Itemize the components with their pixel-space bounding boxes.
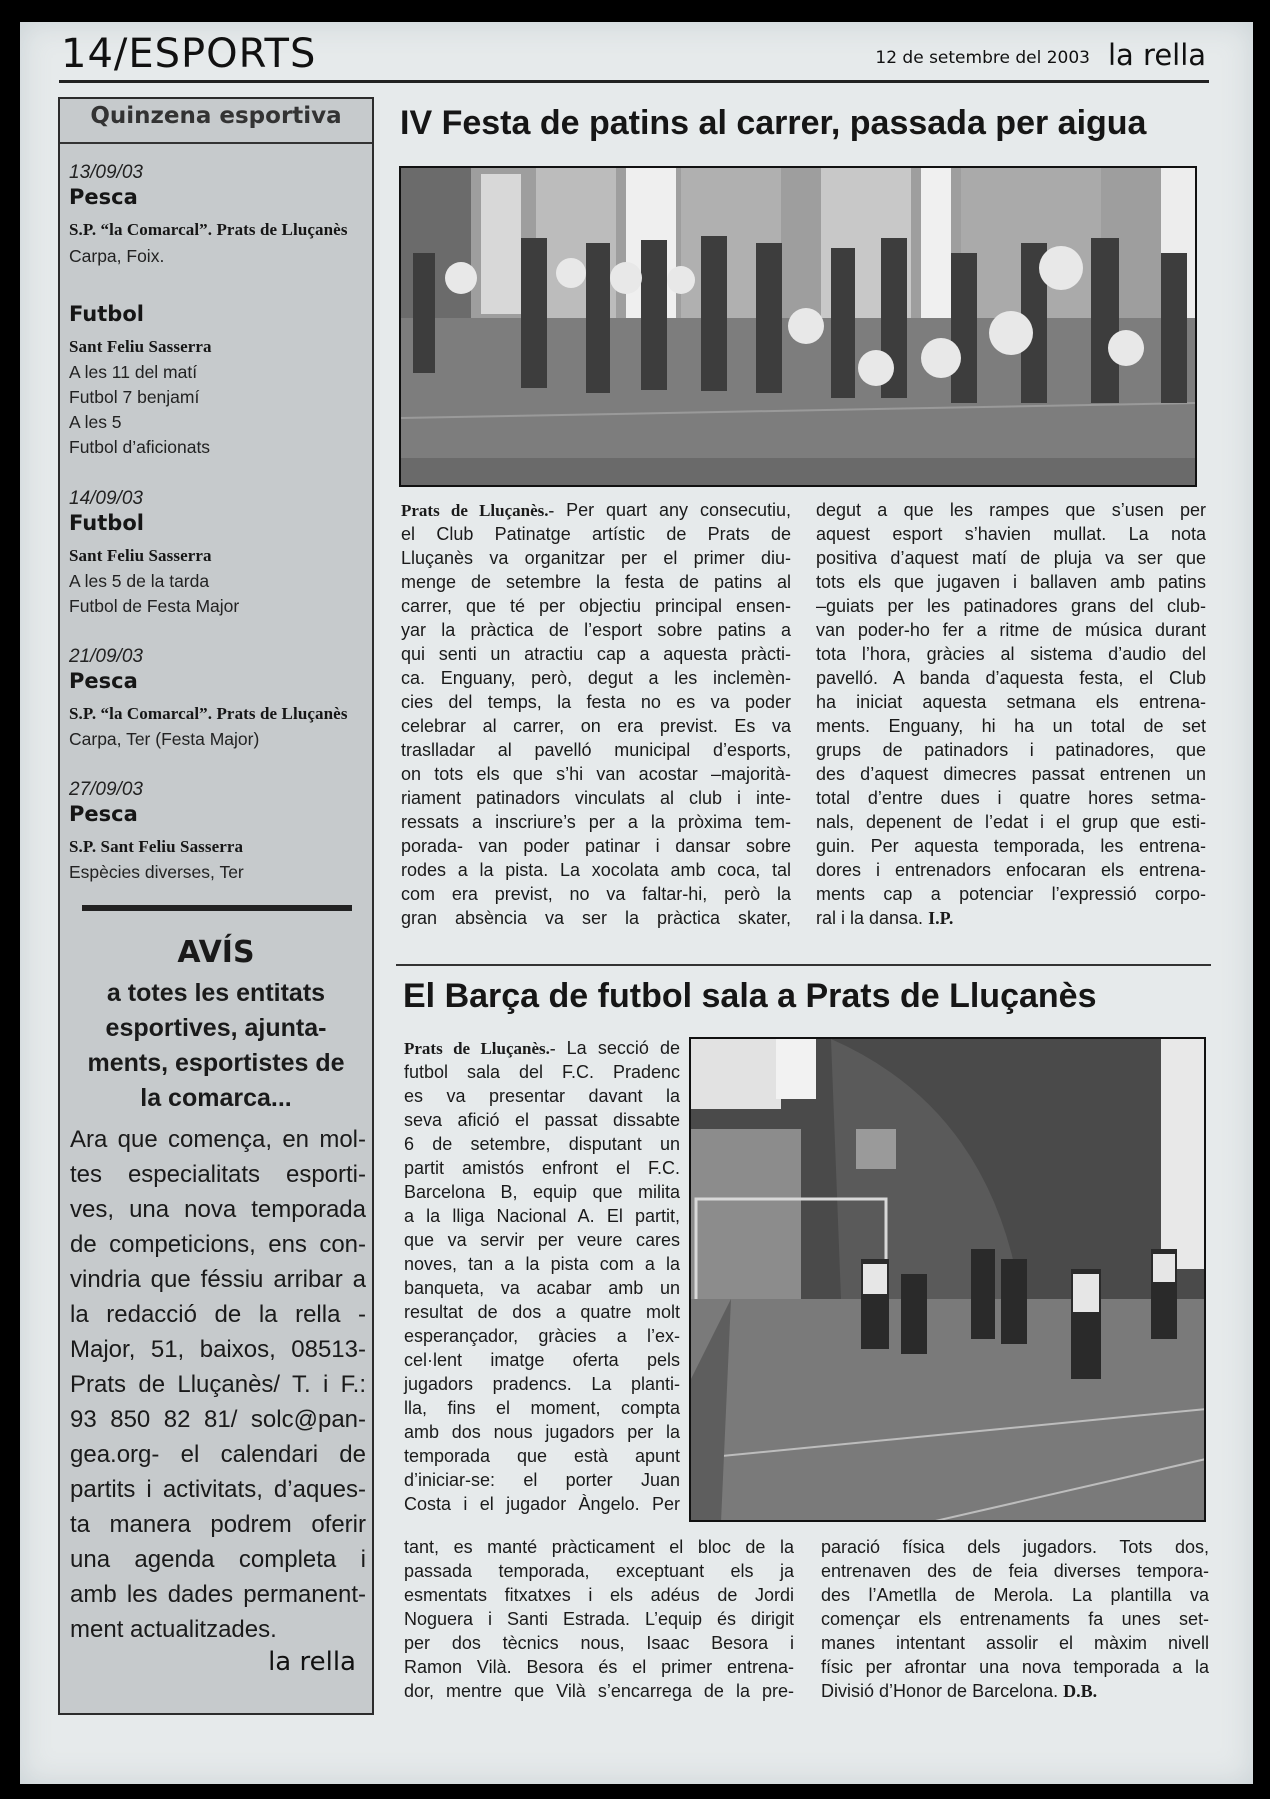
event-date: 21/09/03	[69, 646, 143, 667]
article-text-line: pavelló. A banda d’aquesta festa, el Club	[816, 668, 1206, 688]
article-text-line: tots els que jugaven i ballaven amb patins	[816, 572, 1206, 592]
article-text-line: Costa i el jugador Àngelo. Per	[404, 1494, 680, 1514]
sidebar-divider	[82, 905, 352, 911]
article-text-line: tant, es manté pràcticament el bloc de la	[404, 1537, 794, 1557]
notice-body-line: Major, 51, baixos, 08513-	[70, 1336, 366, 1363]
article-text-line: cel·lent imatge oferta pels	[404, 1350, 680, 1370]
article-text-line: –guiats per les patinadores grans del club-	[816, 596, 1206, 616]
article-text-line: Prats de Lluçanès.- Per quart any consecutiu,	[401, 500, 791, 520]
futsal-image	[691, 1039, 1206, 1522]
event-date: 14/09/03	[69, 488, 143, 509]
notice-body-line: ves, una nova temporada	[70, 1196, 366, 1223]
article-text-line: esperançador, gràcies a l’ex-	[404, 1326, 680, 1346]
section-title: 14/ESPORTS	[61, 31, 317, 77]
event-sport: Futbol	[69, 511, 144, 535]
article-text-line: partit amistós enfront el F.C.	[404, 1158, 680, 1178]
article-text-line: ral i la dansa. I.P.	[816, 908, 954, 928]
article-text-line: positiva d’aquest matí de pluja va ser que	[816, 548, 1206, 568]
article-text-line: gran absència va ser la pràctica skater,	[401, 908, 791, 928]
event-sport: Pesca	[69, 669, 138, 693]
skating-photo	[399, 166, 1197, 487]
article-lead: Prats de Lluçanès.-	[404, 1039, 556, 1058]
event-detail: Carpa, Foix.	[69, 246, 165, 266]
article-text-line: grups de patinadors i patinadores, que	[816, 740, 1206, 760]
event-detail: A les 5 de la tarda	[69, 571, 210, 591]
article-text-line: a la lliga Nacional A. El partit,	[404, 1206, 680, 1226]
article-text-line: futbol sala del F.C. Pradenc	[404, 1062, 680, 1082]
notice-body-line: Prats de Lluçanès/ T. i F.:	[70, 1371, 366, 1398]
article-text-line: riament patinadors vinculats al club i inte-	[401, 788, 791, 808]
article-text-line: ments cap a potenciar l’expressió corpo-	[816, 884, 1206, 904]
notice-body-line: ment actualitzades.	[70, 1616, 277, 1643]
event-sport: Futbol	[69, 302, 144, 326]
article-text-line: carrer, que té per objectiu principal ensen-	[401, 596, 791, 616]
sidebar-title: Quinzena esportiva	[90, 103, 342, 129]
article-text-line: d’iniciar-se: el porter Juan	[404, 1470, 680, 1490]
article-text-line: Ramon Vilà. Besora és el primer entrena-	[404, 1657, 794, 1677]
article-text-line: físic per afrontar una nova temporada a la	[821, 1657, 1209, 1677]
article-text-line: com era previst, no va faltar-hi, però la	[401, 884, 791, 904]
publication-name: la rella	[1108, 38, 1207, 72]
article-text-line: passada temporada, exceptuant els ja	[404, 1561, 794, 1581]
article-text-line: resultat de dos a quatre molt	[404, 1302, 680, 1322]
article-text-line: que va servir per veure cares	[404, 1230, 680, 1250]
notice-subtitle: la comarca...	[140, 1084, 292, 1112]
article-text-line: esmentats fitxatxes i els adéus de Jordi	[404, 1585, 794, 1605]
futsal-photo	[689, 1037, 1206, 1522]
event-venue: Sant Feliu Sasserra	[69, 546, 212, 565]
notice-body-line: 93 850 82 81/ solc@pan-	[70, 1406, 366, 1433]
article-text-line: dor, mentre que Vilà s’encarrega de la pre-	[404, 1681, 794, 1701]
article-text-line: ca. Enguany, però, degut a les inclemèn-	[401, 668, 791, 688]
event-detail: A les 5	[69, 412, 122, 432]
article-text-line: seva afició el passat dissabte	[404, 1110, 680, 1130]
article-signature: I.P.	[928, 908, 954, 928]
notice-title: AVÍS	[177, 935, 255, 970]
issue-date: 12 de setembre del 2003	[875, 48, 1090, 68]
article-text-line: guin. Per aquesta temporada, les entrena-	[816, 836, 1206, 856]
article-text-line: aquest esport s’havien mullat. La nota	[816, 524, 1206, 544]
article-lead: Prats de Lluçanès.-	[401, 501, 555, 520]
article-text-line: Lluçanès va organitzar per el primer diu-	[401, 548, 791, 568]
notice-body-line: gea.org- el calendari de	[70, 1441, 366, 1468]
article-text-line: començar els entrenaments fa unes set-	[821, 1609, 1209, 1629]
article-text-line: on tots els que s’hi van acostar –majorità-	[401, 764, 791, 784]
notice-body-line: de competicions, ens con-	[70, 1231, 366, 1258]
event-venue: S.P. Sant Feliu Sasserra	[69, 837, 244, 856]
article-text-line: Barcelona B, equip que milita	[404, 1182, 680, 1202]
notice-subtitle: esportives, ajunta-	[105, 1014, 327, 1042]
article-text-line: 6 de setembre, disputant un	[404, 1134, 680, 1154]
event-detail: Futbol de Festa Major	[69, 596, 240, 616]
article-text-line: ha iniciat aquesta setmana els entrena-	[816, 692, 1206, 712]
event-date: 27/09/03	[69, 779, 143, 800]
event-sport: Pesca	[69, 185, 138, 209]
masthead-rule	[59, 80, 1209, 83]
article-text-line: ments. Enguany, hi ha un total de set	[816, 716, 1206, 736]
article-text-line: menge de setembre la festa de patins al	[401, 572, 791, 592]
article-text-line: porada- van poder patinar i dansar sobre	[401, 836, 791, 856]
event-detail: Carpa, Ter (Festa Major)	[69, 729, 260, 749]
event-detail: A les 11 del matí	[69, 362, 198, 382]
article-text-line: jugadors pradencs. La planti-	[404, 1374, 680, 1394]
skaters-image	[401, 168, 1197, 487]
event-venue: Sant Feliu Sasserra	[69, 337, 212, 356]
event-venue: S.P. “la Comarcal”. Prats de Lluçanès	[69, 220, 348, 239]
article-text-line: nals, depenent de l’edat i el grup que esti-	[816, 812, 1206, 832]
article-text-line: cies del temps, la festa no es va poder	[401, 692, 791, 712]
article-text-line: temporada que està apunt	[404, 1446, 680, 1466]
article-divider	[396, 964, 1211, 966]
article-text-line: ressats a inscriure’s per a la pròxima tem-	[401, 812, 791, 832]
article-text-line: qui senti un atractiu cap a aquesta pràcti-	[401, 644, 791, 664]
article-text-line: per dos tècnics nous, Isaac Besora i	[404, 1633, 794, 1653]
article-text-line: noves, tan a la pista com a la	[404, 1254, 680, 1274]
event-date: 13/09/03	[69, 162, 143, 183]
notice-body-line: Ara que comença, en mol-	[70, 1126, 366, 1153]
article-text-line: Divisió d’Honor de Barcelona. D.B.	[821, 1681, 1098, 1701]
event-detail: Futbol 7 benjamí	[69, 387, 200, 407]
article-text-line: lla, fins el moment, compta	[404, 1398, 680, 1418]
article-text-line: rodes a la pista. La xocolata amb coca, tal	[401, 860, 791, 880]
notice-body-line: amb les dades permanent-	[70, 1581, 366, 1608]
notice-body-line: ta manera podrem oferir	[70, 1511, 366, 1538]
article-headline: IV Festa de patins al carrer, passada per aigua	[400, 104, 1147, 142]
event-venue: S.P. “la Comarcal”. Prats de Lluçanès	[69, 704, 348, 723]
notice-subtitle: a totes les entitats	[106, 979, 326, 1007]
article-text-line: traslladar al pavelló municipal d’esports,	[401, 740, 791, 760]
article-text-line: dores i entrenadors enfocaran els entrena-	[816, 860, 1206, 880]
article-text-line: Noguera i Santi Estrada. L’equip és dirigit	[404, 1609, 794, 1629]
event-sport: Pesca	[69, 802, 138, 826]
article-signature: D.B.	[1063, 1681, 1098, 1701]
article-text-line: van poder-ho fer a ritme de música durant	[816, 620, 1206, 640]
sports-agenda-sidebar	[58, 97, 374, 1715]
article-text-line: paració física dels jugadors. Tots dos,	[821, 1537, 1209, 1557]
article-text-line: degut a que les rampes que s’usen per	[816, 500, 1206, 520]
notice-body-line: la redacció de la rella -	[70, 1301, 366, 1328]
article-text-line: des l’Ametlla de Merola. La plantilla va	[821, 1585, 1209, 1605]
article-text-line: manes intentant assolir el màxim nivell	[821, 1633, 1209, 1653]
article-text-line: entrenaven des de feia diverses tempora-	[821, 1561, 1209, 1581]
notice-subtitle: ments, esportistes de	[87, 1049, 345, 1077]
article-text-line: des d’aquest dimecres passat entrenen un	[816, 764, 1206, 784]
event-detail: Futbol d’aficionats	[69, 437, 211, 457]
notice-body-line: vindria que féssiu arribar a	[70, 1266, 366, 1293]
article-text-line: es va presentar davant la	[404, 1086, 680, 1106]
article-text-line: banqueta, va acabar amb un	[404, 1278, 680, 1298]
article-text-line: tota l’hora, gràcies al sistema d’audio del	[816, 644, 1206, 664]
event-detail: Espècies diverses, Ter	[69, 862, 244, 882]
article-text-line: total d’entre dues i quatre hores setma-	[816, 788, 1206, 808]
notice-signature: la rella	[268, 1647, 356, 1677]
article-text-line: celebrar al carrer, on era previst. Es va	[401, 716, 791, 736]
notice-body-line: una agenda completa i	[70, 1546, 366, 1573]
article-headline: El Barça de futbol sala a Prats de Lluçanès	[403, 977, 1097, 1015]
article-text-line: el Club Patinatge artístic de Prats de	[401, 524, 791, 544]
notice-body-line: partits i activitats, d’aques-	[70, 1476, 366, 1503]
article-text-line: yar la pràctica de l’esport sobre patins a	[401, 620, 791, 640]
sidebar-title-rule	[60, 142, 372, 144]
article-text-line: Prats de Lluçanès.- La secció de	[404, 1038, 680, 1058]
article-text-line: amb dos nous jugadors per la	[404, 1422, 680, 1442]
notice-body-line: tes especialitats esporti-	[70, 1161, 366, 1188]
